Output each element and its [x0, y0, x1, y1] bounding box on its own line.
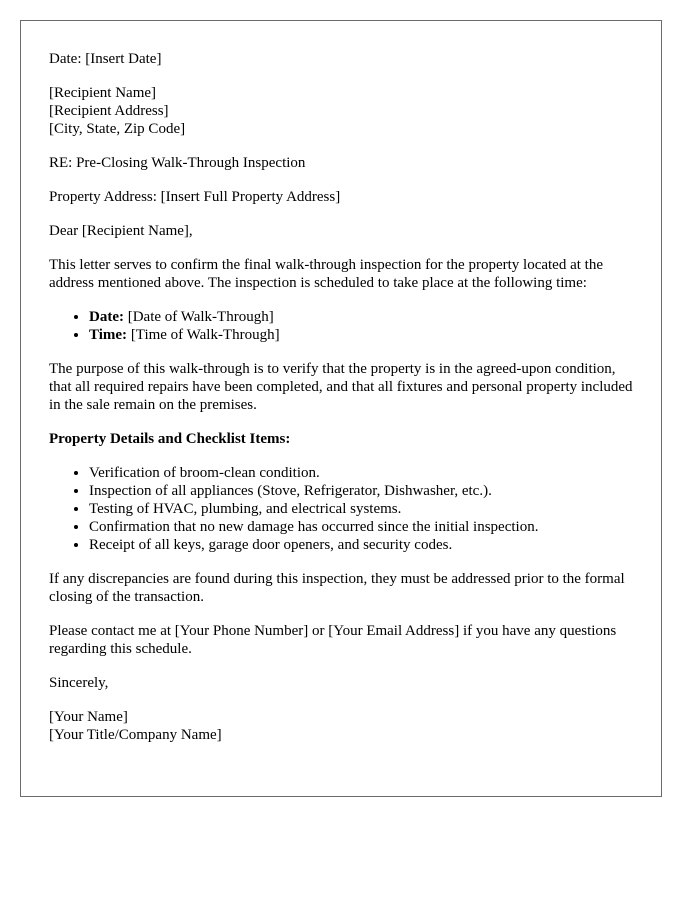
intro-paragraph: This letter serves to confirm the final walk-through inspection for the property located at the address mentioned above. The inspection is scheduled to take place at the following time:	[49, 257, 603, 291]
schedule-list	[49, 308, 633, 344]
checklist-item: • Inspection of all appliances (Stove, Refrigerator, Dishwasher, etc.).	[89, 482, 633, 500]
discrepancy-paragraph: If any discrepancies are found during this inspection, they must be addressed prior to the formal closing of the transaction.	[49, 571, 625, 605]
date-line: Date: [Insert Date]	[49, 51, 162, 67]
recipient-address: [Recipient Address]	[49, 103, 169, 119]
checklist-heading-text: Property Details and Checklist Items:	[49, 431, 291, 447]
closing: Sincerely,	[49, 675, 109, 691]
checklist-heading	[49, 430, 633, 448]
contact-paragraph: Please contact me at [Your Phone Number] or [Your Email Address] if you have any questions regarding this schedule.	[49, 623, 617, 657]
schedule-item-date	[89, 308, 633, 326]
schedule-time-label: Time:	[89, 327, 128, 343]
recipient-name: [Recipient Name]	[49, 85, 157, 101]
recipient-city-state-zip: [City, State, Zip Code]	[49, 121, 186, 137]
re-line: RE: Pre-Closing Walk-Through Inspection	[49, 155, 306, 171]
letter-page	[20, 20, 662, 797]
checklist-item: • Testing of HVAC, plumbing, and electrical systems.	[89, 500, 633, 518]
purpose-paragraph: The purpose of this walk-through is to verify that the property is in the agreed-upon condition, that all required repairs have been completed, and that all fixtures and personal property included in the sale remain on the premises.	[49, 361, 633, 413]
property-address-line: Property Address: [Insert Full Property Address]	[49, 189, 341, 205]
schedule-date-value: [Date of Walk-Through]	[123, 309, 274, 325]
signature-block	[49, 708, 633, 744]
checklist-item: • Confirmation that no new damage has occurred since the initial inspection.	[89, 518, 633, 536]
schedule-item-time	[89, 326, 633, 344]
checklist-item: • Receipt of all keys, garage door openers, and security codes.	[89, 536, 633, 554]
checklist	[49, 464, 633, 554]
checklist-item: • Verification of broom-clean condition.	[89, 464, 633, 482]
schedule-time-value: [Time of Walk-Through]	[127, 327, 280, 343]
salutation: Dear [Recipient Name],	[49, 223, 193, 239]
schedule-date-label: Date:	[89, 309, 124, 325]
signature-name: [Your Name]	[49, 709, 128, 725]
signature-title: [Your Title/Company Name]	[49, 727, 222, 743]
recipient-block	[49, 84, 633, 138]
